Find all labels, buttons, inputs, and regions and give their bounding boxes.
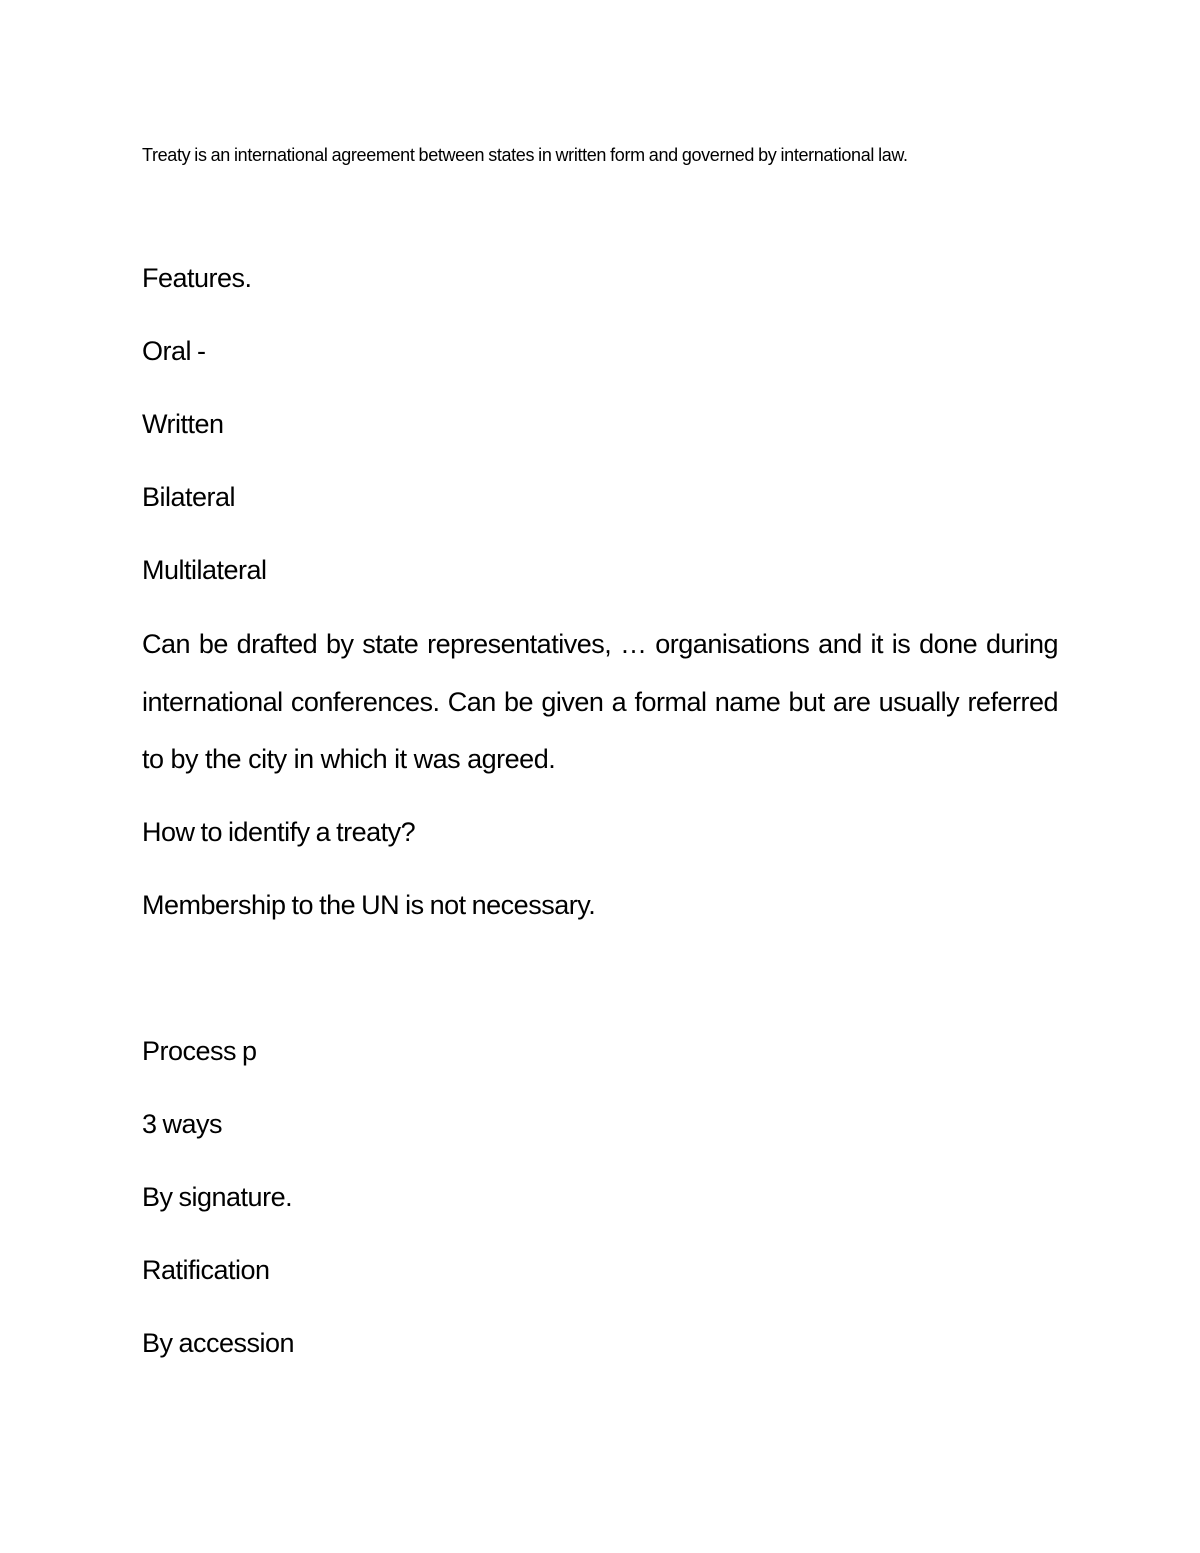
way-item-signature: By signature. [142, 1182, 293, 1212]
ways-count: 3 ways [142, 1109, 223, 1139]
intro-sentence: Treaty is an international agreement between states in written form and governed by international law. [142, 145, 908, 165]
way-item-accession: By accession [142, 1328, 295, 1358]
drafting-paragraph: Can be drafted by state representatives, … organisations and it is done during international conferences. Can be given a formal name but are usually referred to by the city in which it was agreed. [142, 629, 1058, 774]
membership-note: Membership to the UN is not necessary. [142, 890, 596, 920]
feature-item-bilateral: Bilateral [142, 482, 236, 512]
process-heading: Process p [142, 1036, 257, 1066]
feature-item-multilateral: Multilateral [142, 555, 267, 585]
way-item-ratification: Ratification [142, 1255, 270, 1285]
identify-question: How to identify a treaty? [142, 817, 416, 847]
features-heading: Features. [142, 263, 252, 293]
feature-item-oral: Oral - [142, 336, 206, 366]
feature-item-written: Written [142, 409, 224, 439]
